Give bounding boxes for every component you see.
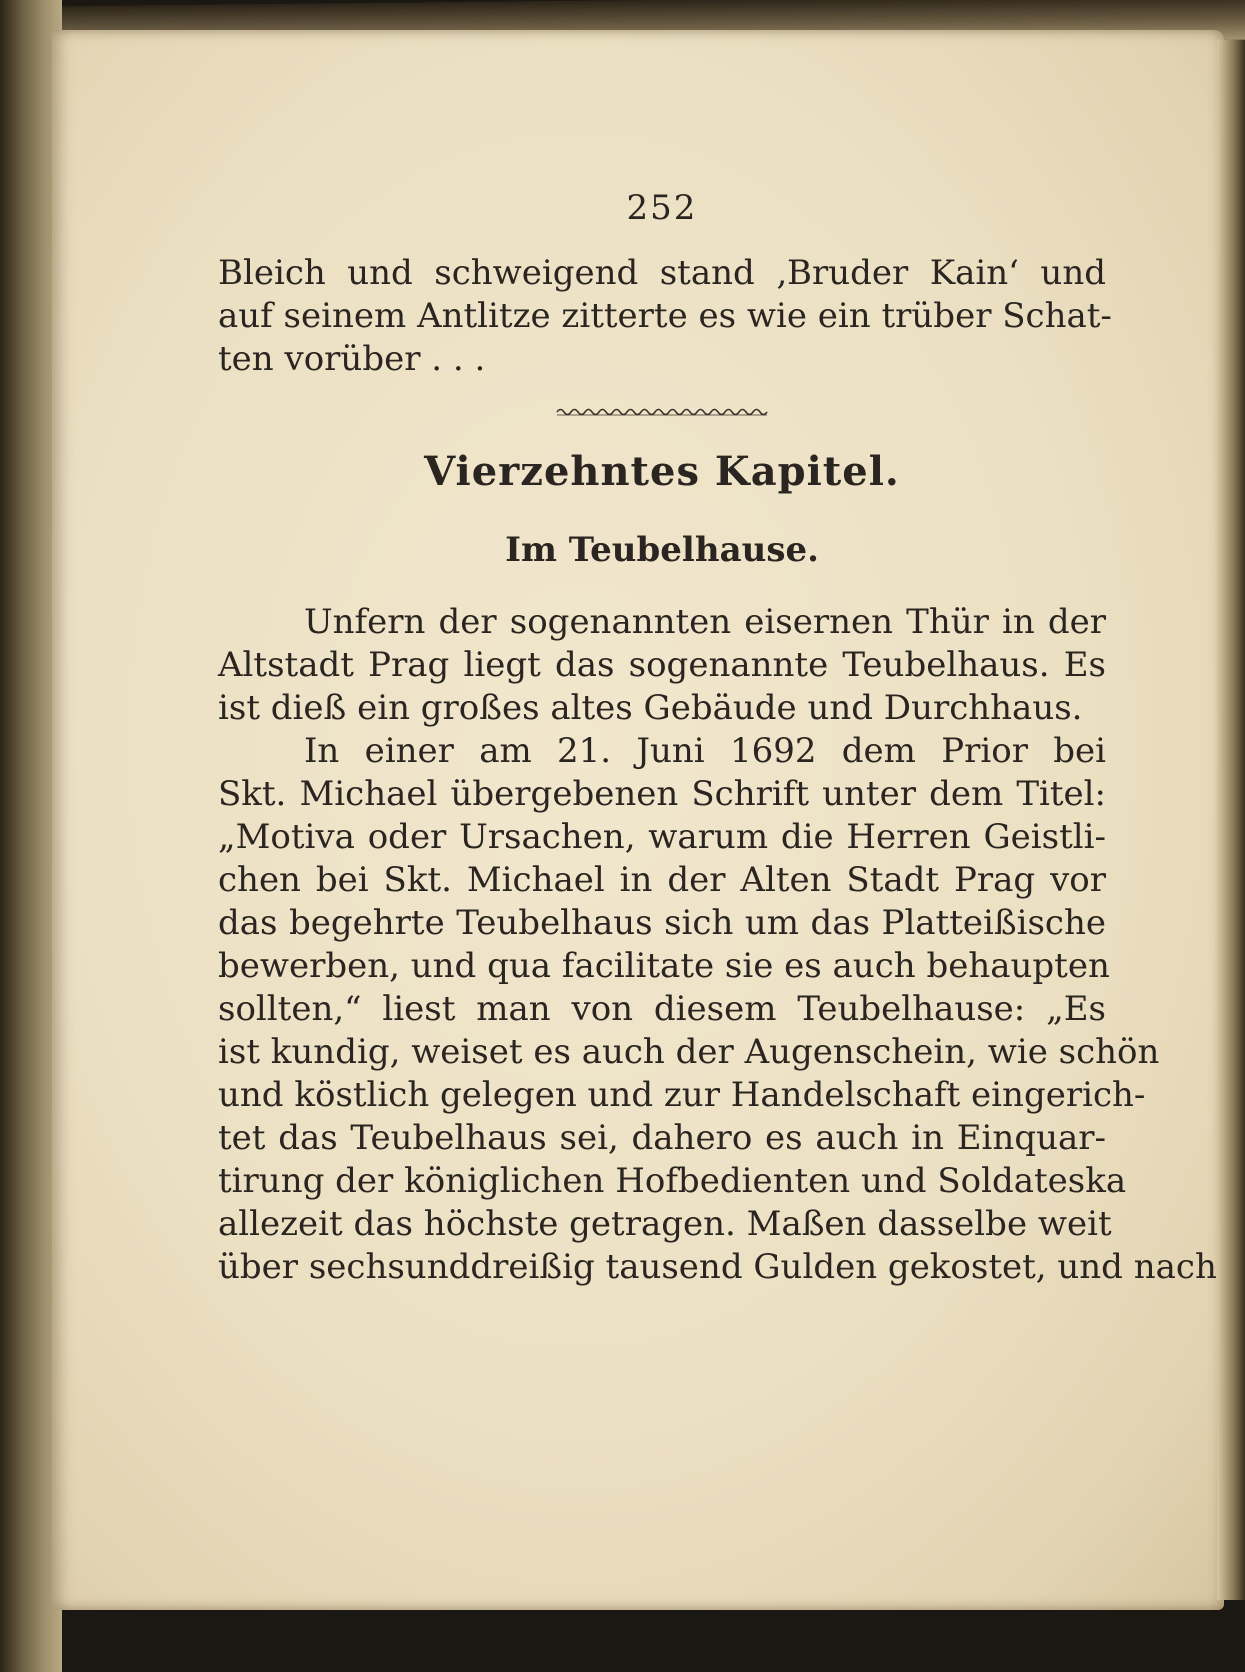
chapter-title: Vierzehntes Kapitel.: [424, 448, 900, 495]
paragraph-1: [218, 252, 1112, 381]
text-line: Bleich und schweigend stand ‚Bruder Kain‘ und: [218, 253, 1106, 293]
text-line: auf seinem Antlitze zitterte es wie ein trüber Schat-: [218, 296, 1112, 336]
text-line: tirung der königlichen Hofbedienten und Soldateska: [218, 1161, 1127, 1201]
text-line: das begehrte Teubelhaus sich um das Platteißische: [218, 903, 1106, 943]
page-number: 252: [626, 188, 698, 228]
text-line: In einer am 21. Juni 1692 dem Prior bei: [304, 731, 1106, 771]
book-right-edge: [1217, 40, 1245, 1600]
text-line: tet das Teubelhaus sei, dahero es auch in Einquar-: [218, 1118, 1106, 1158]
text-line: bewerben, und qua facilitate sie es auch behaupten: [218, 946, 1110, 986]
text-line: „Motiva oder Ursachen, warum die Herren Geistli-: [218, 817, 1106, 857]
text-line: ist dieß ein großes altes Gebäude und Durchhaus.: [218, 688, 1083, 728]
text-line: Altstadt Prag liegt das sogenannte Teubelhaus. Es: [218, 645, 1106, 685]
text-line: und köstlich gelegen und zur Handelschaft eingerich-: [218, 1075, 1146, 1115]
wavy-divider: [557, 405, 767, 419]
paragraph-2: [218, 601, 1106, 730]
text-line: allezeit das höchste getragen. Maßen dasselbe weit: [218, 1204, 1112, 1244]
page-content: [218, 188, 1217, 1289]
section-title: Im Teubelhause.: [505, 530, 819, 570]
text-line: Unfern der sogenannten eisernen Thür in der: [304, 602, 1106, 642]
text-line: sollten,“ liest man von diesem Teubelhause: „Es: [218, 989, 1106, 1029]
text-line: ten vorüber . . .: [218, 339, 486, 379]
text-line: ist kundig, weiset es auch der Augenschein, wie schön: [218, 1032, 1160, 1072]
text-line: Skt. Michael übergebenen Schrift unter dem Titel:: [218, 774, 1106, 814]
text-line: über sechsunddreißig tausend Gulden gekostet, und nach: [218, 1247, 1217, 1287]
text-line: chen bei Skt. Michael in der Alten Stadt Prag vor: [218, 860, 1106, 900]
paragraph-3: [218, 730, 1217, 1289]
